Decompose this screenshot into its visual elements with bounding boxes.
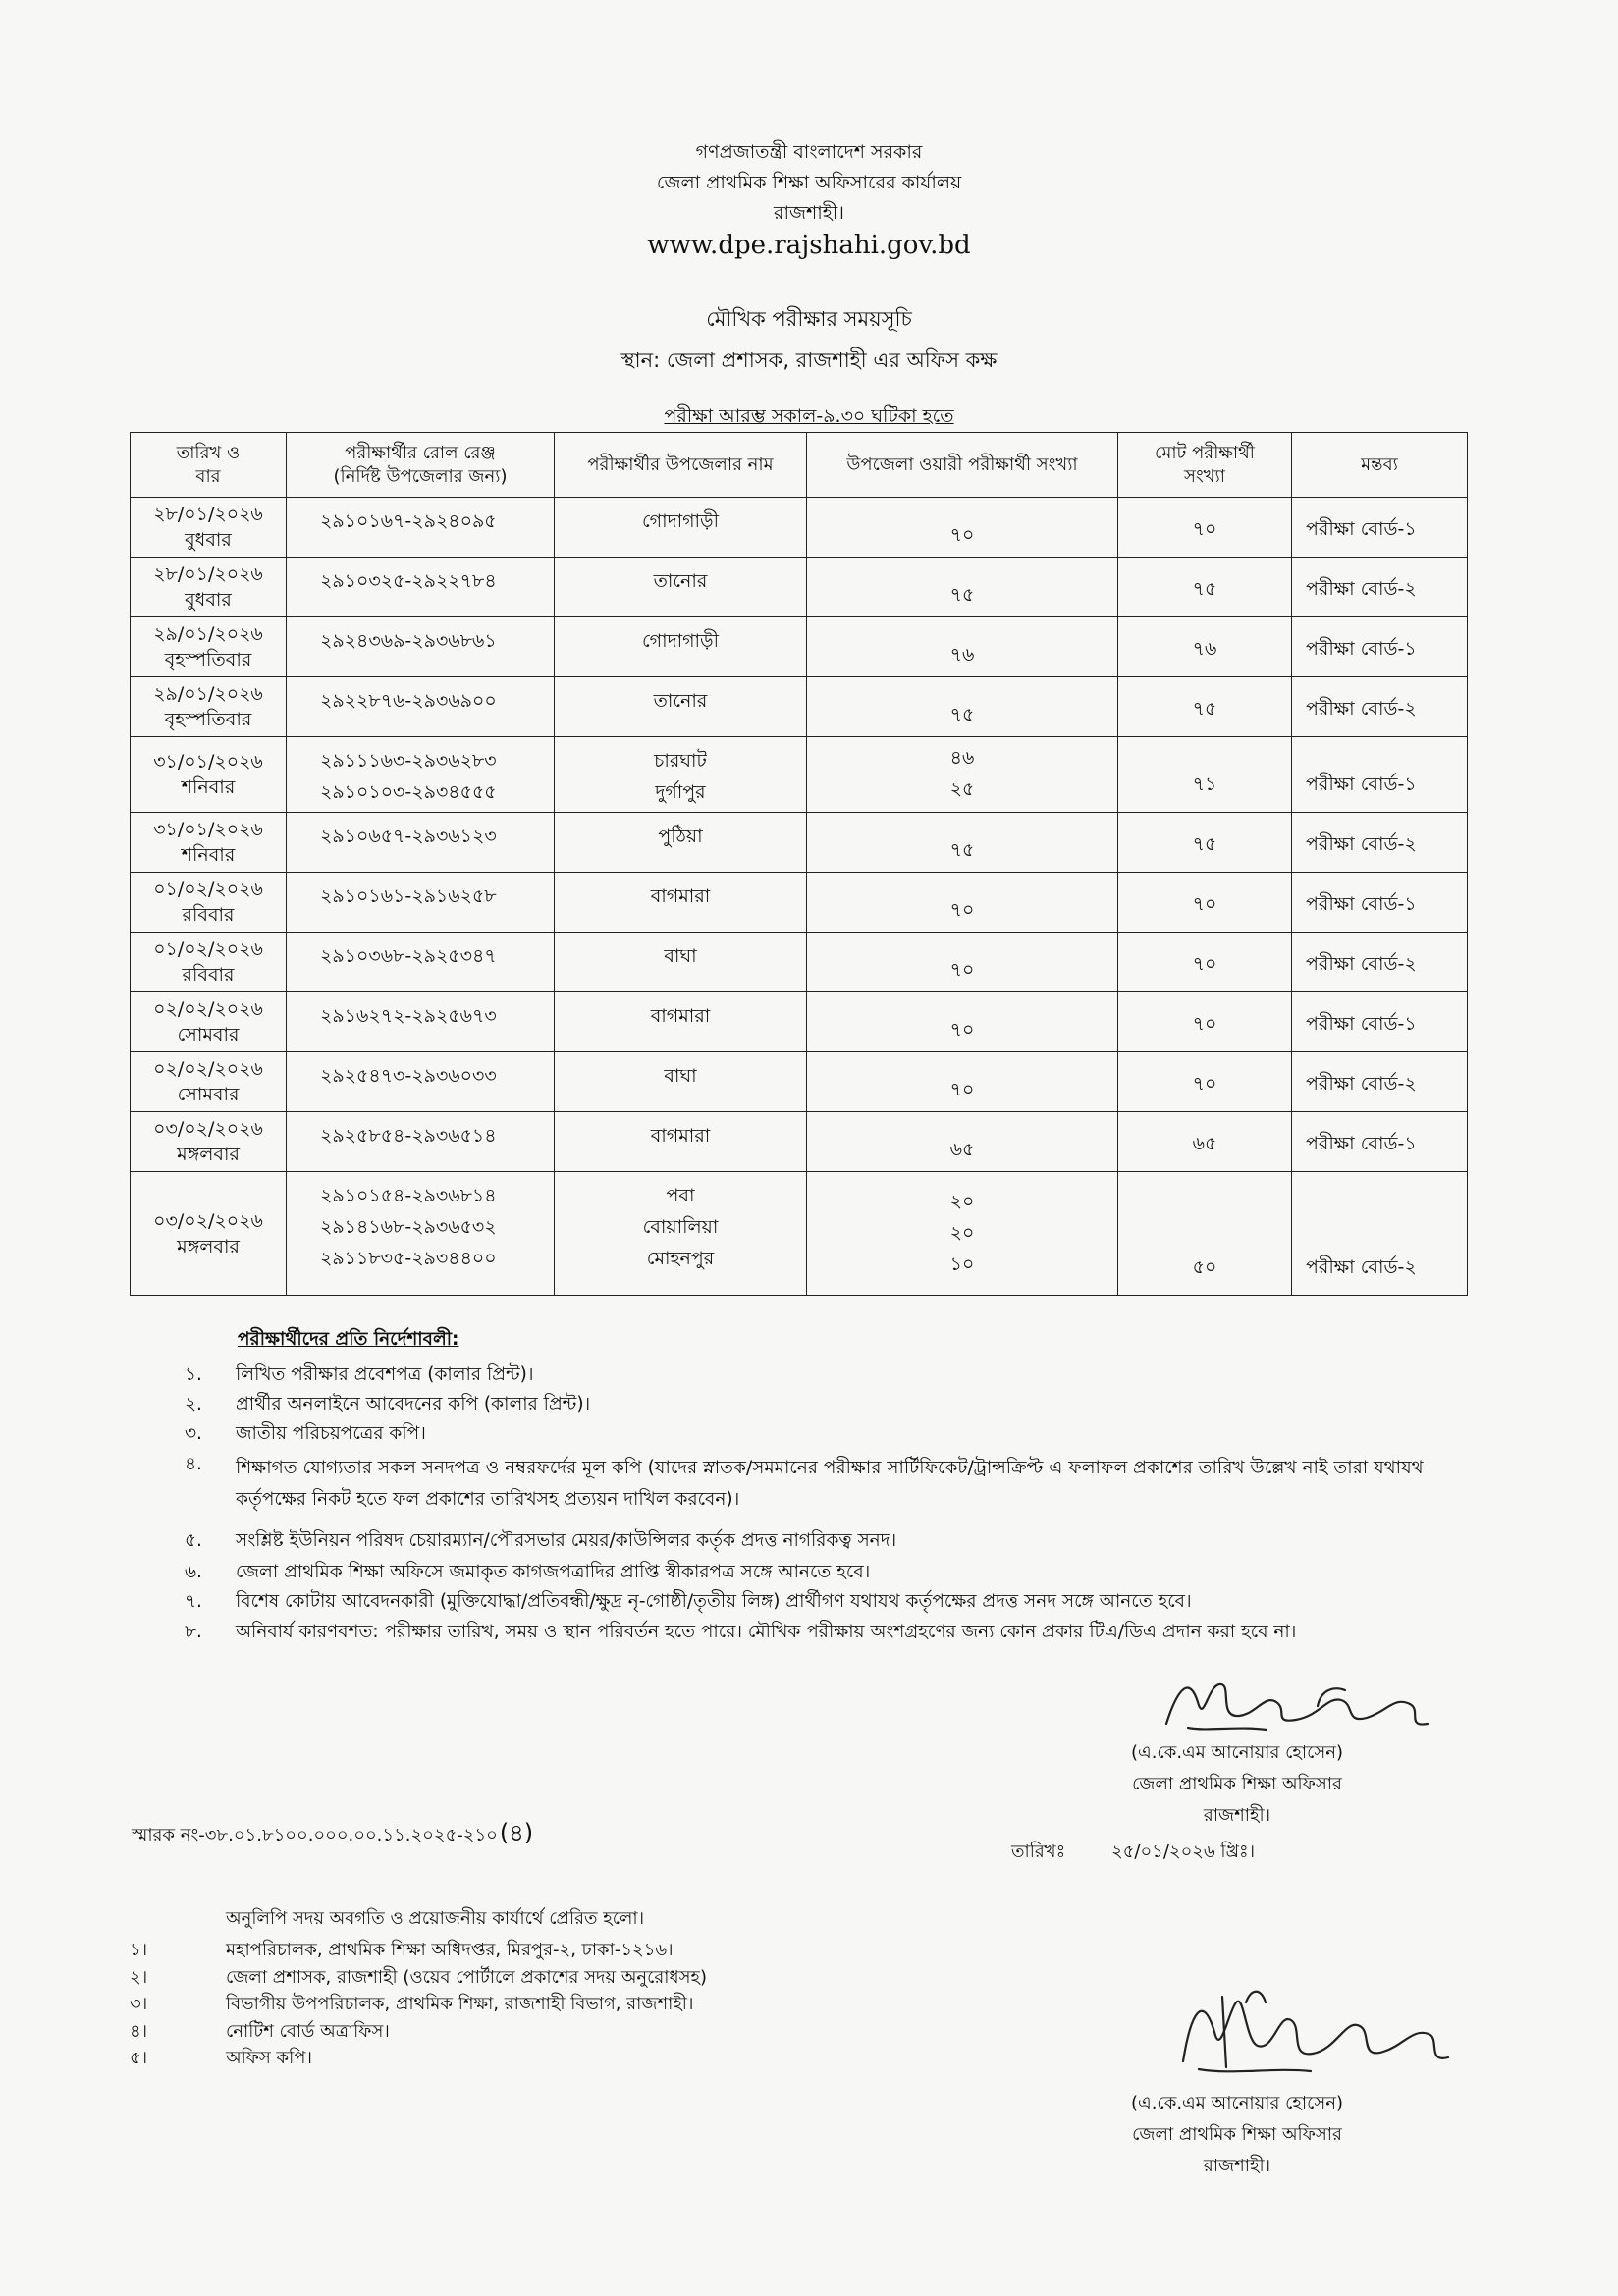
weekday: সোমবার bbox=[177, 1024, 240, 1045]
upazila-count: ৭০ bbox=[949, 524, 975, 546]
upazila-count: ৭৫ bbox=[949, 584, 975, 606]
remarks-cell: পরীক্ষা বোর্ড-২ bbox=[1292, 813, 1468, 873]
weekday: মঙ্গলবার bbox=[177, 1144, 240, 1165]
copy-text: নোটিশ বোর্ড অত্রাফিস। bbox=[226, 2021, 390, 2042]
memo-number-handwritten: (৪) bbox=[499, 1819, 534, 1846]
weekday: বৃহস্পতিবার bbox=[164, 649, 252, 670]
date: ৩১/০১/২০২৬ bbox=[153, 819, 263, 840]
date: ০৩/০২/২০২৬ bbox=[153, 1118, 263, 1140]
roll-range: ২৯১১১৬৩-২৯৩৬২৮৩ bbox=[320, 750, 497, 772]
date: ০১/০২/২০২৬ bbox=[153, 938, 263, 960]
count-cell bbox=[807, 1052, 1118, 1112]
count-cell bbox=[807, 677, 1118, 737]
upazila-name: তানোর bbox=[653, 570, 708, 592]
copy-number: ৪। bbox=[130, 2021, 148, 2042]
col-total: মোট পরীক্ষার্থী সংখ্যা bbox=[1118, 433, 1292, 498]
total-cell: ৭৫ bbox=[1118, 677, 1292, 737]
memo-number: স্মারক নং-৩৮.০১.৮১০০.০০০.০০.১১.২০২৫-২১০ bbox=[132, 1825, 498, 1845]
upazila-name: তানোর bbox=[653, 690, 708, 712]
date: ০১/০২/২০২৬ bbox=[153, 879, 263, 900]
upazila-cell bbox=[555, 933, 807, 992]
roll-cell bbox=[287, 1172, 555, 1296]
roll-range: ২৯২৫৪৭৩-২৯৩৬০৩৩ bbox=[320, 1065, 497, 1087]
table-row bbox=[131, 498, 1468, 558]
date: ২৯/০১/২০২৬ bbox=[153, 683, 263, 705]
count-cell bbox=[807, 1172, 1118, 1296]
instruction-text: জাতীয় পরিচয়পত্রের কপি। bbox=[236, 1423, 426, 1444]
upazila-cell bbox=[555, 992, 807, 1052]
date-cell bbox=[131, 617, 287, 677]
roll-range: ২৯১৬২৭২-২৯২৫৬৭৩ bbox=[320, 1005, 497, 1027]
roll-cell bbox=[287, 498, 555, 558]
date-cell bbox=[131, 1112, 287, 1172]
upazila-name: বোয়ালিয়া bbox=[642, 1216, 719, 1238]
upazila-cell bbox=[555, 1172, 807, 1296]
instruction-item bbox=[130, 1590, 1475, 1616]
remarks-cell: পরীক্ষা বোর্ড-১ bbox=[1292, 992, 1468, 1052]
roll-cell bbox=[287, 617, 555, 677]
instruction-item bbox=[130, 1529, 1475, 1555]
date: ২৯/০১/২০২৬ bbox=[153, 623, 263, 645]
weekday: বুধবার bbox=[185, 529, 232, 551]
instruction-item bbox=[130, 1422, 1475, 1448]
roll-cell bbox=[287, 1052, 555, 1112]
date-cell bbox=[131, 558, 287, 617]
count-cell bbox=[807, 498, 1118, 558]
start-time: পরীক্ষা আরম্ভ সকাল-৯.৩০ ঘটিকা হতে bbox=[664, 405, 954, 427]
table-row bbox=[131, 1052, 1468, 1112]
memo-number-wrap bbox=[132, 1820, 533, 1848]
signature-1-name: (এ.কে.এম আনোয়ার হোসেন) bbox=[1131, 1742, 1343, 1763]
copy-number: ১। bbox=[130, 1940, 148, 1960]
signature-2-designation: জেলা প্রাথমিক শিক্ষা অফিসার bbox=[1132, 2124, 1342, 2145]
copy-text: জেলা প্রশাসক, রাজশাহী (ওয়েব পোর্টালে প্রকাশের সদয় অনুরোধসহ) bbox=[226, 1967, 707, 1988]
roll-cell bbox=[287, 737, 555, 813]
instruction-number: ২. bbox=[185, 1394, 202, 1415]
office-city: রাজশাহী। bbox=[774, 202, 844, 224]
roll-range: ২৯১০৬৫৭-২৯৩৬১২৩ bbox=[320, 826, 497, 847]
remarks-cell: পরীক্ষা বোর্ড-১ bbox=[1292, 617, 1468, 677]
upazila-cell bbox=[555, 498, 807, 558]
table-row bbox=[131, 1112, 1468, 1172]
date-cell bbox=[131, 873, 287, 933]
venue-line: স্থান: জেলা প্রশাসক, রাজশাহী এর অফিস কক্ষ bbox=[620, 348, 998, 372]
roll-range: ২৯২২৮৭৬-২৯৩৬৯০০ bbox=[320, 690, 497, 712]
upazila-cell bbox=[555, 617, 807, 677]
upazila-name: চারঘাট bbox=[654, 750, 707, 772]
signature-2-name: (এ.কে.এম আনোয়ার হোসেন) bbox=[1131, 2093, 1343, 2113]
copy-number: ২। bbox=[130, 1967, 148, 1988]
table-row bbox=[131, 933, 1468, 992]
upazila-name: গোদাগাড়ী bbox=[641, 510, 720, 532]
roll-cell bbox=[287, 1112, 555, 1172]
remarks-cell: পরীক্ষা বোর্ড-২ bbox=[1292, 558, 1468, 617]
remarks-cell: পরীক্ষা বোর্ড-১ bbox=[1292, 873, 1468, 933]
date: ২৮/০১/২০২৬ bbox=[153, 563, 263, 585]
instruction-item bbox=[130, 1621, 1475, 1646]
upazila-name: বাঘা bbox=[664, 945, 697, 967]
roll-cell bbox=[287, 813, 555, 873]
roll-cell bbox=[287, 677, 555, 737]
roll-range: ২৯১০১৬৭-২৯২৪০৯৫ bbox=[320, 510, 497, 532]
instruction-text: বিশেষ কোটায় আবেদনকারী (মুক্তিযোদ্ধা/প্রতিবন্ধী/ক্ষুদ্র নৃ-গোষ্ঠী/তৃতীয় লিঙ্গ) প্রার্থীগণ যথাযথ কর্তৃপক্ষের প্রদত্ত সনদ সঙ্গে আনতে হবে। bbox=[236, 1591, 1192, 1612]
instructions-heading-wrap bbox=[130, 1328, 1475, 1354]
upazila-cell bbox=[555, 1112, 807, 1172]
table-row bbox=[131, 873, 1468, 933]
weekday: শনিবার bbox=[181, 844, 236, 866]
col-count: উপজেলা ওয়ারী পরীক্ষার্থী সংখ্যা bbox=[807, 433, 1118, 498]
weekday: মঙ্গলবার bbox=[177, 1235, 240, 1257]
upazila-count: ৭৬ bbox=[949, 644, 975, 666]
remarks-cell: পরীক্ষা বোর্ড-২ bbox=[1292, 677, 1468, 737]
table-row bbox=[131, 813, 1468, 873]
roll-range: ২৯১০১৬১-২৯১৬২৫৮ bbox=[320, 885, 497, 907]
upazila-name: পুঠিয়া bbox=[658, 826, 703, 847]
date: ০৩/০২/২০২৬ bbox=[153, 1209, 263, 1232]
date-cell bbox=[131, 992, 287, 1052]
roll-range: ২৯১৪১৬৮-২৯৩৬৫৩২ bbox=[320, 1216, 497, 1238]
total-cell: ৭১ bbox=[1118, 737, 1292, 813]
copy-number: ৩। bbox=[130, 1994, 148, 2014]
upazila-count: ৬৫ bbox=[949, 1139, 975, 1160]
instruction-text: জেলা প্রাথমিক শিক্ষা অফিসে জমাকৃত কাগজপত্রাদির প্রাপ্তি স্বীকারপত্র সঙ্গে আনতে হবে। bbox=[236, 1562, 871, 1582]
weekday: বৃহস্পতিবার bbox=[164, 709, 252, 730]
total-cell: ৫০ bbox=[1118, 1172, 1292, 1296]
total-cell: ৭৬ bbox=[1118, 617, 1292, 677]
date-cell bbox=[131, 813, 287, 873]
instruction-item bbox=[130, 1393, 1475, 1418]
upazila-name: দুর্গাপুর bbox=[655, 781, 706, 803]
roll-cell bbox=[287, 933, 555, 992]
count-cell bbox=[807, 813, 1118, 873]
upazila-count: ৭৫ bbox=[949, 704, 975, 725]
remarks-cell: পরীক্ষা বোর্ড-২ bbox=[1292, 1172, 1468, 1296]
upazila-count: ৭০ bbox=[949, 1019, 975, 1041]
instruction-text: অনিবার্য কারণবশত: পরীক্ষার তারিখ, সময় ও স্থান পরিবর্তন হতে পারে। মৌখিক পরীক্ষায় অংশগ্রহণের জন্য কোন প্রকার টিএ/ডিএ প্রদান করা হবে না। bbox=[236, 1622, 1297, 1642]
instruction-number: ৬. bbox=[185, 1562, 202, 1582]
instruction-number: ৫. bbox=[185, 1530, 202, 1551]
upazila-name: বাগমারা bbox=[650, 885, 711, 907]
instruction-number: ১. bbox=[185, 1364, 202, 1385]
upazila-count: ৪৬ bbox=[949, 747, 975, 769]
date-cell bbox=[131, 933, 287, 992]
roll-cell bbox=[287, 558, 555, 617]
upazila-name: পবা bbox=[666, 1185, 695, 1206]
total-cell: ৭০ bbox=[1118, 1052, 1292, 1112]
col-remarks: মন্তব্য bbox=[1292, 433, 1468, 498]
col-date: তারিখ ও বার bbox=[131, 433, 287, 498]
copy-number: ৫। bbox=[130, 2048, 148, 2068]
upazila-count: ৭০ bbox=[949, 959, 975, 981]
signature-1-mark bbox=[1149, 1667, 1443, 1745]
instruction-text: শিক্ষাগত যোগ্যতার সকল সনদপত্র ও নম্বরফর্দের মূল কপি (যাদের স্নাতক/সমমানের পরীক্ষার সার্টিফিকেট/ট্রান্সক্রিপ্ট এ ফলাফল প্রকাশের তারিখ উল্লেখ নাই তারা যথাযথ কর্তৃপক্ষের নিকট হতে ফল প্রকাশের তারিখসহ প্রত্যয়ন দাখিল করবেন)। bbox=[236, 1458, 1424, 1510]
signature-2-mark bbox=[1163, 1973, 1458, 2091]
upazila-cell bbox=[555, 813, 807, 873]
schedule-table bbox=[130, 432, 1468, 1296]
upazila-count: ২০ bbox=[949, 1190, 975, 1212]
schedule-title: মৌখিক পরীক্ষার সময়সূচি bbox=[706, 307, 912, 331]
instruction-item bbox=[130, 1561, 1475, 1586]
total-cell: ৭০ bbox=[1118, 873, 1292, 933]
count-cell bbox=[807, 873, 1118, 933]
count-cell bbox=[807, 933, 1118, 992]
roll-cell bbox=[287, 992, 555, 1052]
total-cell: ৭০ bbox=[1118, 992, 1292, 1052]
remarks-cell: পরীক্ষা বোর্ড-১ bbox=[1292, 1112, 1468, 1172]
table-header-row bbox=[131, 433, 1468, 498]
count-cell bbox=[807, 617, 1118, 677]
copy-text: মহাপরিচালক, প্রাথমিক শিক্ষা অধিদপ্তর, মিরপুর-২, ঢাকা-১২১৬। bbox=[226, 1940, 674, 1960]
instructions-heading: পরীক্ষার্থীদের প্রতি নির্দেশাবলী: bbox=[238, 1329, 459, 1350]
upazila-name: বাগমারা bbox=[650, 1125, 711, 1147]
govt-header: গণপ্রজাতন্ত্রী বাংলাদেশ সরকার bbox=[695, 141, 923, 163]
instruction-item bbox=[130, 1453, 1475, 1522]
remarks-cell: পরীক্ষা বোর্ড-২ bbox=[1292, 1052, 1468, 1112]
upazila-cell bbox=[555, 873, 807, 933]
date-cell bbox=[131, 498, 287, 558]
date: ০২/০২/২০২৬ bbox=[153, 998, 263, 1020]
weekday: রবিবার bbox=[182, 904, 235, 926]
remarks-cell: পরীক্ষা বোর্ড-১ bbox=[1292, 498, 1468, 558]
instruction-number: ৩. bbox=[185, 1423, 202, 1444]
instruction-text: প্রার্থীর অনলাইনে আবেদনের কপি (কালার প্রিন্ট)। bbox=[236, 1394, 591, 1415]
date-cell bbox=[131, 1172, 287, 1296]
office-name: জেলা প্রাথমিক শিক্ষা অফিসারের কার্যালয় bbox=[656, 172, 962, 193]
date: ৩১/০১/২০২৬ bbox=[153, 751, 263, 773]
upazila-name: বাগমারা bbox=[650, 1005, 711, 1027]
memo-date-value: ২৫/০১/২০২৬ খ্রিঃ। bbox=[1111, 1842, 1256, 1862]
signature-2-place: রাজশাহী। bbox=[1203, 2156, 1271, 2176]
date: ২৮/০১/২০২৬ bbox=[153, 504, 263, 525]
website-link[interactable]: www.dpe.rajshahi.gov.bd bbox=[647, 231, 971, 260]
upazila-count: ২৫ bbox=[949, 778, 975, 800]
upazila-count: ১০ bbox=[949, 1253, 975, 1275]
roll-range: ২৯১০৩৬৮-২৯২৫৩৪৭ bbox=[320, 945, 497, 967]
roll-cell bbox=[287, 873, 555, 933]
instruction-number: ৭. bbox=[185, 1591, 202, 1612]
table-row bbox=[131, 558, 1468, 617]
total-cell: ৭০ bbox=[1118, 498, 1292, 558]
roll-range: ২৯২৪৩৬৯-২৯৩৬৮৬১ bbox=[320, 630, 497, 652]
upazila-name: বাঘা bbox=[664, 1065, 697, 1087]
date-cell bbox=[131, 677, 287, 737]
upazila-count: ২০ bbox=[949, 1221, 975, 1244]
count-cell bbox=[807, 992, 1118, 1052]
copies-intro: অনুলিপি সদয় অবগতি ও প্রয়োজনীয় কার্যার্থে প্রেরিত হলো। bbox=[226, 1908, 645, 1929]
table-row bbox=[131, 1172, 1468, 1296]
upazila-count: ৭০ bbox=[949, 899, 975, 921]
table-row bbox=[131, 677, 1468, 737]
weekday: রবিবার bbox=[182, 964, 235, 986]
total-cell: ৭৫ bbox=[1118, 813, 1292, 873]
copy-text: অফিস কপি। bbox=[226, 2048, 312, 2068]
weekday: বুধবার bbox=[185, 589, 232, 611]
weekday: সোমবার bbox=[177, 1084, 240, 1105]
upazila-cell bbox=[555, 558, 807, 617]
roll-range: ২৯১০১৫৪-২৯৩৬৮১৪ bbox=[320, 1185, 497, 1206]
instruction-text: লিখিত পরীক্ষার প্রবেশপত্র (কালার প্রিন্ট)। bbox=[236, 1364, 534, 1385]
date: ০২/০২/২০২৬ bbox=[153, 1058, 263, 1080]
table-row bbox=[131, 617, 1468, 677]
total-cell: ৭৫ bbox=[1118, 558, 1292, 617]
memo-date-label: তারিখঃ bbox=[1011, 1842, 1066, 1862]
copy-text: বিভাগীয় উপপরিচালক, প্রাথমিক শিক্ষা, রাজশাহী বিভাগ, রাজশাহী। bbox=[226, 1994, 694, 2014]
col-roll: পরীক্ষার্থীর রোল রেঞ্জ (নির্দিষ্ট উপজেলার জন্য) bbox=[287, 433, 555, 498]
upazila-count: ৭৫ bbox=[949, 839, 975, 861]
table-row bbox=[131, 737, 1468, 813]
table-row bbox=[131, 992, 1468, 1052]
upazila-cell bbox=[555, 737, 807, 813]
date-cell bbox=[131, 1052, 287, 1112]
total-cell: ৬৫ bbox=[1118, 1112, 1292, 1172]
instruction-text: সংশ্লিষ্ট ইউনিয়ন পরিষদ চেয়ারম্যান/পৌরসভার মেয়র/কাউন্সিলর কর্তৃক প্রদত্ত নাগরিকত্ব সনদ। bbox=[236, 1530, 897, 1551]
upazila-name: গোদাগাড়ী bbox=[641, 630, 720, 652]
total-cell: ৭০ bbox=[1118, 933, 1292, 992]
roll-range: ২৯১০১০৩-২৯৩৪৫৫৫ bbox=[320, 781, 497, 803]
roll-range: ২৯১০৩২৫-২৯২২৭৮৪ bbox=[320, 570, 497, 592]
count-cell bbox=[807, 1112, 1118, 1172]
count-cell bbox=[807, 737, 1118, 813]
roll-range: ২৯১১৮৩৫-২৯৩৪৪০০ bbox=[320, 1248, 497, 1269]
weekday: শনিবার bbox=[181, 776, 236, 798]
instruction-number: ৪. bbox=[185, 1454, 202, 1474]
remarks-cell: পরীক্ষা বোর্ড-২ bbox=[1292, 933, 1468, 992]
instruction-item bbox=[130, 1363, 1475, 1389]
signature-1-place: রাজশাহী। bbox=[1203, 1805, 1271, 1826]
upazila-name: মোহনপুর bbox=[646, 1248, 715, 1269]
remarks-cell: পরীক্ষা বোর্ড-১ bbox=[1292, 737, 1468, 813]
signature-1-designation: জেলা প্রাথমিক শিক্ষা অফিসার bbox=[1132, 1774, 1342, 1794]
start-time-wrap bbox=[0, 404, 1618, 428]
upazila-count: ৭০ bbox=[949, 1079, 975, 1100]
instruction-number: ৮. bbox=[185, 1622, 202, 1642]
upazila-cell bbox=[555, 1052, 807, 1112]
count-cell bbox=[807, 558, 1118, 617]
col-upazila: পরীক্ষার্থীর উপজেলার নাম bbox=[555, 433, 807, 498]
upazila-cell bbox=[555, 677, 807, 737]
date-cell bbox=[131, 737, 287, 813]
roll-range: ২৯২৫৮৫৪-২৯৩৬৫১৪ bbox=[320, 1125, 497, 1147]
